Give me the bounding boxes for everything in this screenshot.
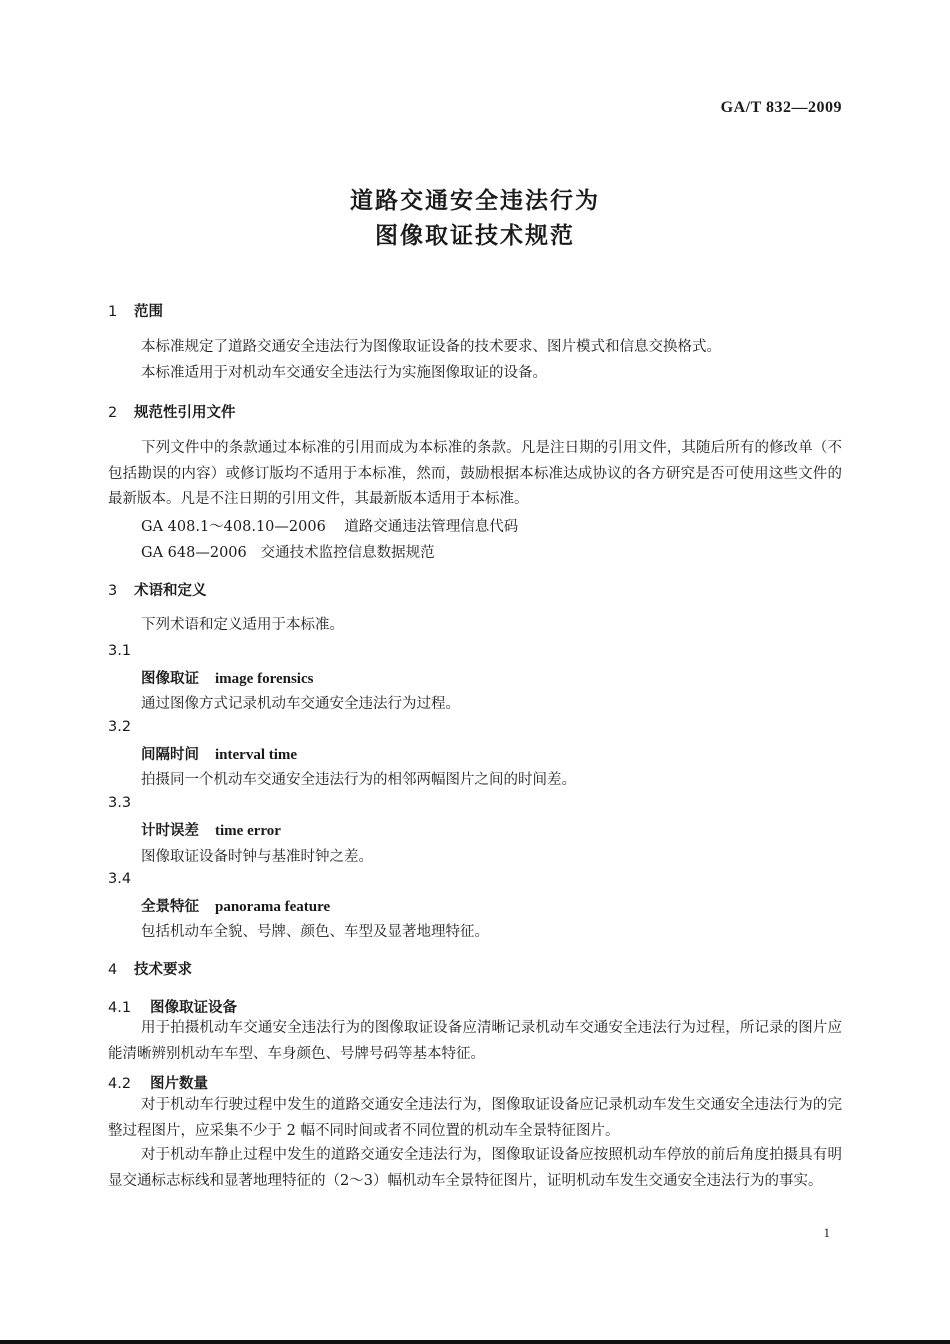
term-definition: 包括机动车全貌、号牌、颜色、车型及显著地理特征。: [141, 924, 489, 940]
section-number: 4: [108, 962, 118, 978]
term-chinese: 间隔时间: [141, 747, 199, 763]
reference-item: GA 408.1～408.10—2006 道路交通违法管理信息代码: [141, 519, 519, 535]
section-title: 术语和定义: [134, 583, 207, 599]
term-chinese: 全景特征: [141, 899, 199, 915]
subsection-number: 4.2: [108, 1076, 132, 1092]
subsection-title: 图片数量: [150, 1076, 208, 1092]
paragraph: 用于拍摄机动车交通安全违法行为的图像取证设备应清晰记录机动车交通安全违法行为过程，所记录的图片应能清晰辨别机动车车型、车身颜色、号牌号码等基本特征。: [108, 1020, 842, 1062]
term-heading: [141, 819, 281, 840]
page-number: 1: [823, 1225, 830, 1240]
paragraph: 下列文件中的条款通过本标准的引用而成为本标准的条款。凡是注日期的引用文件，其随后所有的修改单（不包括勘误的内容）或修订版均不适用于本标准，然而，鼓励根据本标准达成协议的各方研究是否可使用这些文件的最新版本。凡是不注日期的引用文件，其最新版本适用于本标准。: [108, 440, 842, 507]
subsection-4-2-heading: [108, 1072, 208, 1093]
term-english: panorama feature: [215, 899, 331, 915]
reference-item: GA 648—2006 交通技术监控信息数据规范: [141, 545, 435, 561]
term-definition: 拍摄同一个机动车交通安全违法行为的相邻两幅图片之间的时间差。: [141, 772, 576, 788]
paragraph: 对于机动车行驶过程中发生的道路交通安全违法行为，图像取证设备应记录机动车发生交通安全违法行为的完整过程图片，应采集不少于 2 幅不同时间或者不同位置的机动车全景特征图片。: [108, 1097, 842, 1139]
section-title: 范围: [134, 304, 163, 320]
term-number: 3.1: [108, 643, 132, 659]
subsection-title: 图像取证设备: [150, 1000, 237, 1016]
standard-number: GA/T 832—2009: [720, 99, 842, 116]
term-definition: 图像取证设备时钟与基准时钟之差。: [141, 849, 373, 865]
subsection-number: 4.1: [108, 1000, 132, 1016]
term-chinese: 图像取证: [141, 671, 199, 687]
section-title: 技术要求: [134, 962, 192, 978]
paragraph: 本标准规定了道路交通安全违法行为图像取证设备的技术要求、图片模式和信息交换格式。: [141, 339, 721, 355]
term-number: 3.2: [108, 719, 132, 735]
section-2-heading: [108, 401, 236, 422]
term-chinese: 计时误差: [141, 823, 199, 839]
term-heading: [141, 743, 297, 764]
document-title-line1: 道路交通安全违法行为: [350, 188, 600, 214]
section-4-heading: [108, 958, 192, 979]
section-title: 规范性引用文件: [134, 405, 236, 421]
paragraph: 对于机动车静止过程中发生的道路交通安全违法行为，图像取证设备应按照机动车停放的前后角度拍摄具有明显交通标志标线和显著地理特征的（2～3）幅机动车全景特征图片，证明机动车发生交通安全违法行为的事实。: [108, 1147, 842, 1189]
section-number: 1: [108, 304, 118, 320]
section-number: 2: [108, 405, 118, 421]
term-english: time error: [215, 823, 281, 839]
subsection-4-1-heading: [108, 996, 237, 1017]
term-english: interval time: [215, 747, 298, 763]
section-3-heading: [108, 579, 207, 600]
term-definition: 通过图像方式记录机动车交通安全违法行为过程。: [141, 696, 460, 712]
term-english: image forensics: [215, 671, 314, 687]
paragraph: 本标准适用于对机动车交通安全违法行为实施图像取证的设备。: [141, 365, 547, 381]
term-number: 3.4: [108, 871, 132, 887]
section-1-heading: [108, 300, 163, 321]
bottom-border: [0, 1340, 950, 1344]
term-heading: [141, 895, 330, 916]
document-title-line2: 图像取证技术规范: [375, 223, 575, 249]
section-number: 3: [108, 583, 118, 599]
term-heading: [141, 667, 313, 688]
term-number: 3.3: [108, 795, 132, 811]
paragraph: 下列术语和定义适用于本标准。: [141, 617, 344, 633]
